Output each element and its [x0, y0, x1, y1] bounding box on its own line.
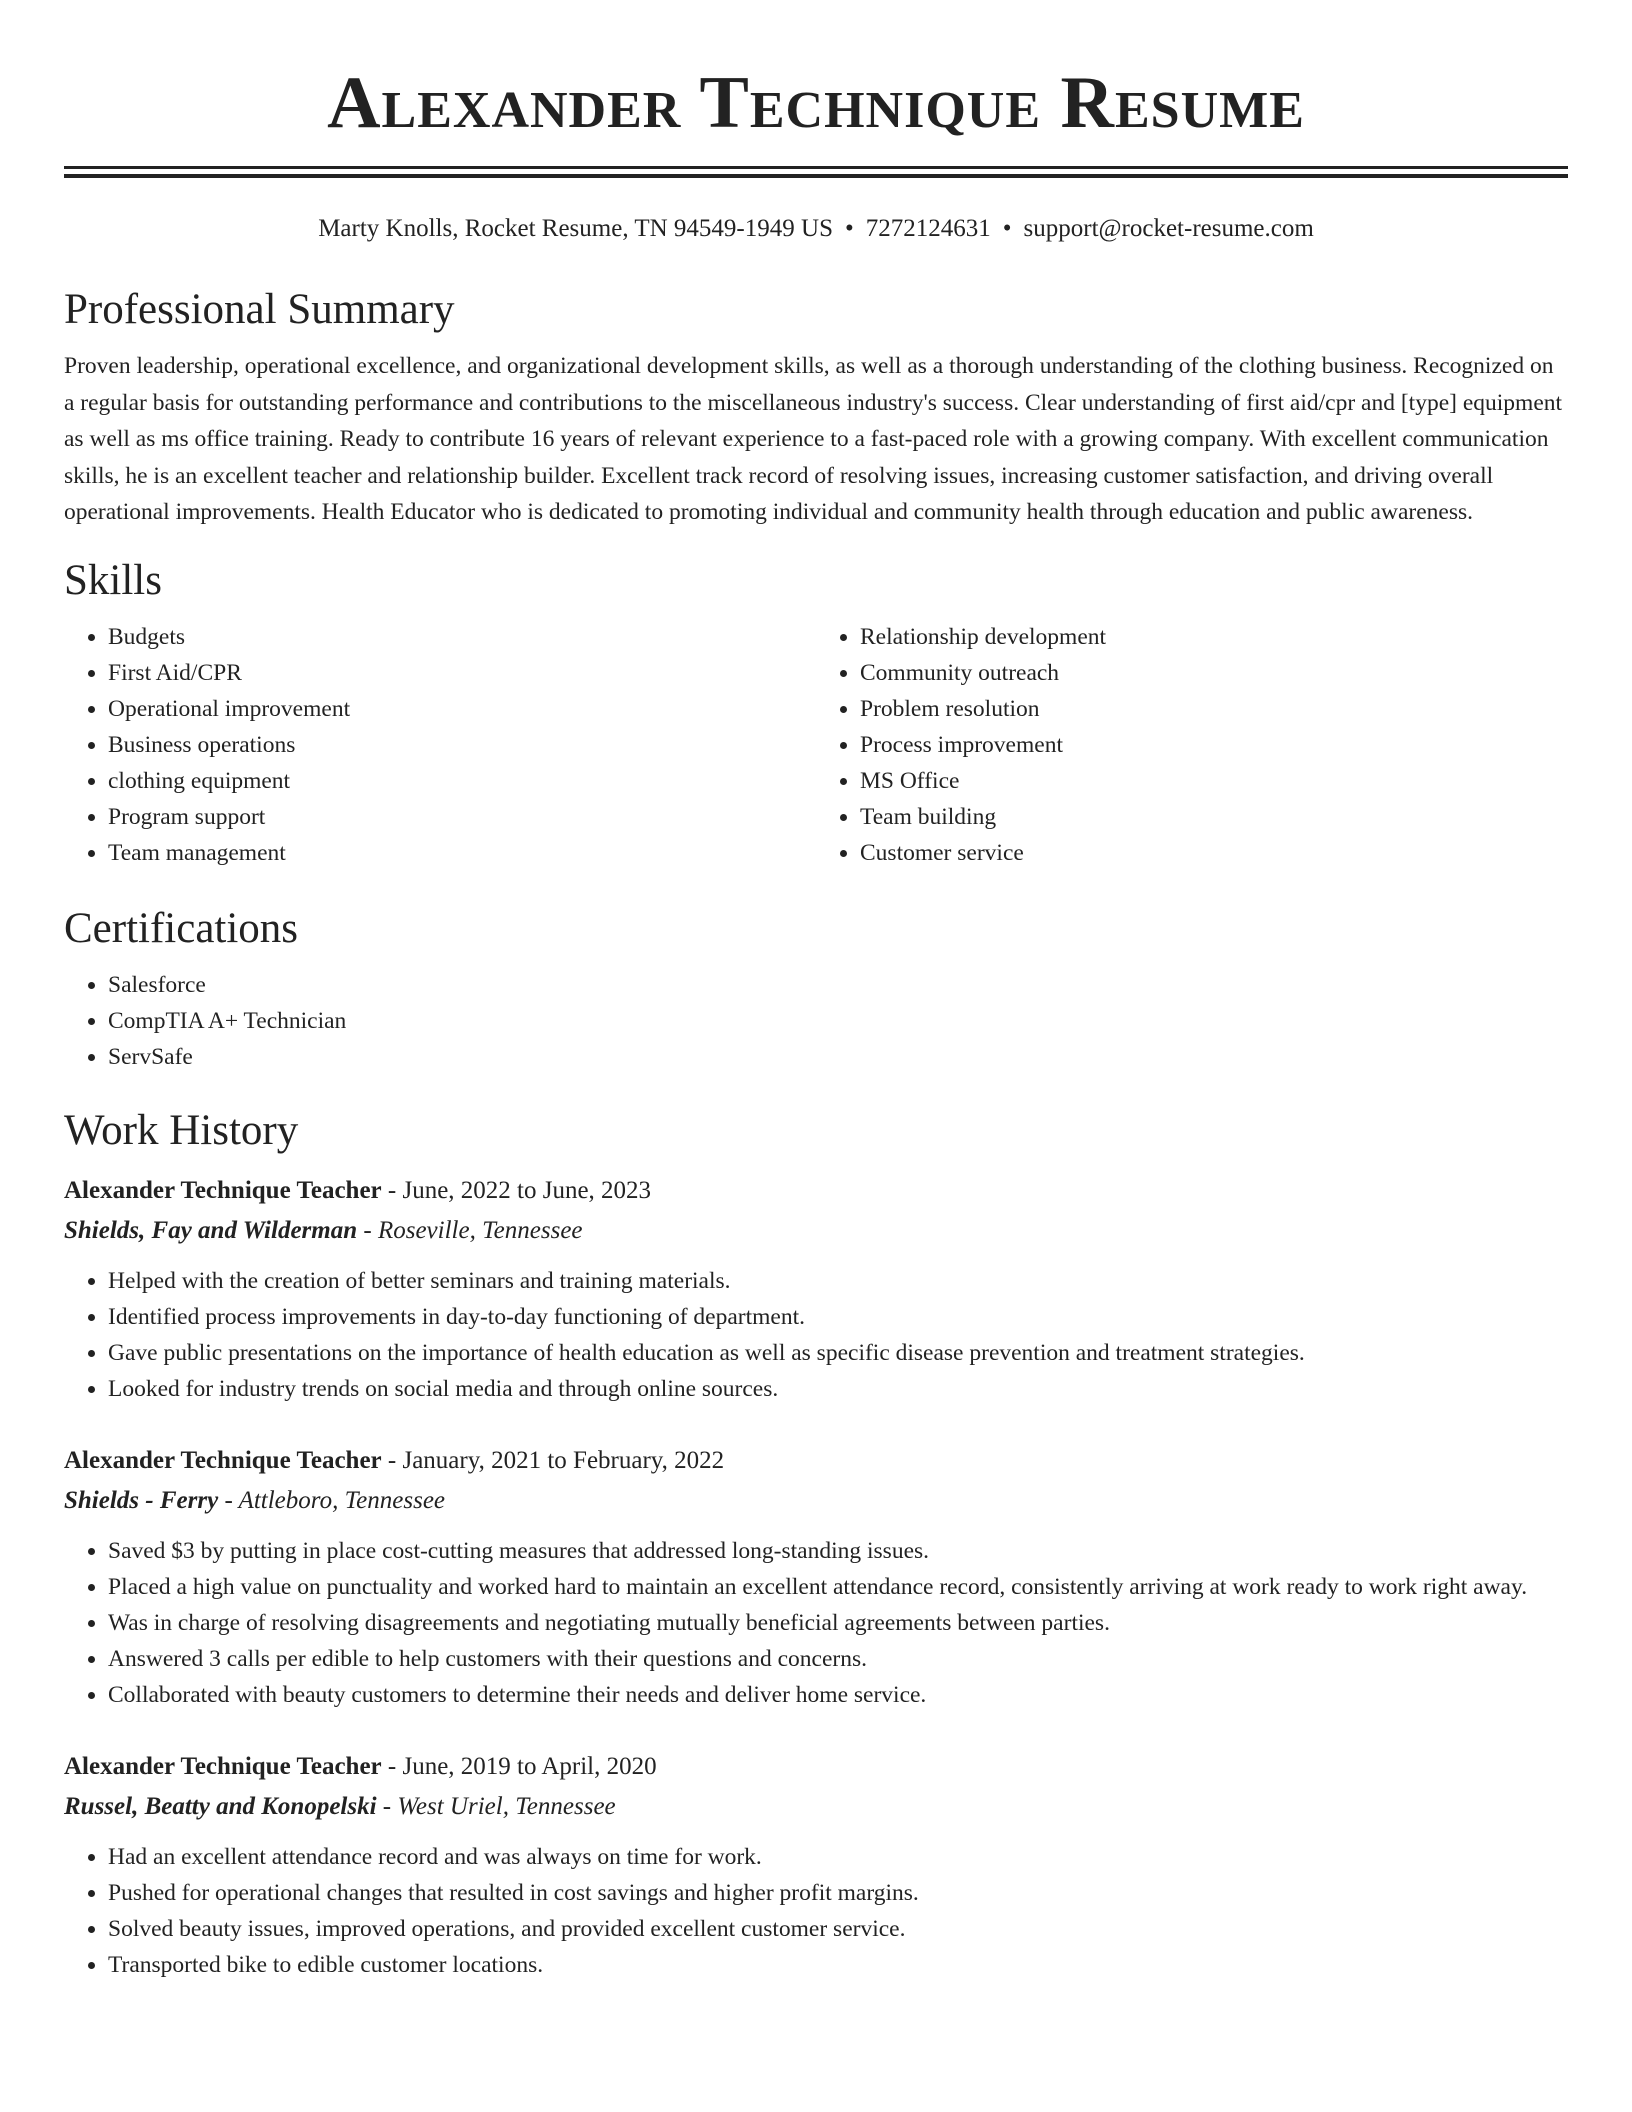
- certification-item: • Salesforce: [108, 967, 1568, 1003]
- skill-item: • Operational improvement: [108, 691, 816, 727]
- contact-separator: •: [1002, 215, 1012, 242]
- skill-item: • Team management: [108, 835, 816, 871]
- certification-item: • ServSafe: [108, 1039, 1568, 1075]
- job-header: [64, 1747, 1568, 1787]
- job-title: Alexander Technique Teacher: [64, 1752, 382, 1780]
- job-company-line: [64, 1211, 1568, 1251]
- skill-item: • Process improvement: [860, 727, 1568, 763]
- work-history-section: [64, 1105, 1568, 1983]
- job-bullet: • Collaborated with beauty customers to determine their needs and deliver home service.: [108, 1677, 1568, 1713]
- skills-section: [64, 555, 1568, 871]
- certifications-list: [64, 967, 1568, 1075]
- job-bullet: • Helped with the creation of better seminars and training materials.: [108, 1263, 1568, 1299]
- job-entry: [64, 1171, 1568, 1407]
- skills-grid: [64, 619, 1568, 871]
- job-company-line: [64, 1481, 1568, 1521]
- job-entry: [64, 1441, 1568, 1713]
- job-bullet: • Identified process improvements in day-to-day functioning of department.: [108, 1299, 1568, 1335]
- job-bullets: [64, 1533, 1568, 1713]
- job-bullet: • Was in charge of resolving disagreements and negotiating mutually beneficial agreements between parties.: [108, 1605, 1568, 1641]
- skill-item: • Program support: [108, 799, 816, 835]
- job-header: [64, 1171, 1568, 1211]
- title-divider-top: [64, 166, 1568, 169]
- job-bullet: • Solved beauty issues, improved operations, and provided excellent customer service.: [108, 1911, 1568, 1947]
- job-bullet: • Had an excellent attendance record and was always on time for work.: [108, 1839, 1568, 1875]
- job-bullet: • Saved $3 by putting in place cost-cutting measures that addressed long-standing issues.: [108, 1533, 1568, 1569]
- job-company: Russel, Beatty and Konopelski: [64, 1792, 377, 1820]
- job-bullet: • Transported bike to edible customer locations.: [108, 1947, 1568, 1983]
- certifications-section: [64, 903, 1568, 1075]
- contact-phone: 7272124631: [865, 215, 991, 242]
- contact-address: Marty Knolls, Rocket Resume, TN 94549-1949 US: [318, 215, 833, 242]
- certifications-heading: Certifications: [64, 904, 299, 952]
- job-dates: - June, 2022 to June, 2023: [381, 1176, 652, 1204]
- job-location: - Roseville, Tennessee: [357, 1216, 583, 1244]
- resume-page: [64, 0, 1568, 1983]
- work-history-heading: Work History: [64, 1106, 299, 1154]
- job-bullet: • Pushed for operational changes that resulted in cost savings and higher profit margins.: [108, 1875, 1568, 1911]
- skills-heading: Skills: [64, 556, 162, 604]
- job-company-line: [64, 1787, 1568, 1827]
- skills-list-left: [64, 619, 816, 871]
- title-divider-bottom: [64, 174, 1568, 178]
- summary-section: [64, 284, 1568, 531]
- job-location: - West Uriel, Tennessee: [376, 1792, 616, 1820]
- contact-line: [64, 212, 1568, 246]
- certification-item: • CompTIA A+ Technician: [108, 1003, 1568, 1039]
- skill-item: • Customer service: [860, 835, 1568, 871]
- resume-title: Alexander Technique Resume: [327, 62, 1305, 144]
- job-header: [64, 1441, 1568, 1481]
- contact-email: support@rocket-resume.com: [1023, 215, 1314, 242]
- job-bullet: • Looked for industry trends on social media and through online sources.: [108, 1371, 1568, 1407]
- summary-heading: Professional Summary: [64, 286, 455, 333]
- skill-item: • First Aid/CPR: [108, 655, 816, 691]
- skills-list-right: [816, 619, 1568, 871]
- job-bullets: [64, 1263, 1568, 1407]
- job-entry: [64, 1747, 1568, 1983]
- job-bullet: • Placed a high value on punctuality and worked hard to maintain an excellent attendance record, consistently arriving at work ready to work right away.: [108, 1569, 1568, 1605]
- skill-item: • Community outreach: [860, 655, 1568, 691]
- skill-item: • Business operations: [108, 727, 816, 763]
- skill-item: • Problem resolution: [860, 691, 1568, 727]
- job-bullets: [64, 1839, 1568, 1983]
- job-bullet: • Gave public presentations on the importance of health education as well as specific disease prevention and treatment strategies.: [108, 1335, 1568, 1371]
- skill-item: • MS Office: [860, 763, 1568, 799]
- skill-item: • Relationship development: [860, 619, 1568, 655]
- job-bullet: • Answered 3 calls per edible to help customers with their questions and concerns.: [108, 1641, 1568, 1677]
- job-dates: - January, 2021 to February, 2022: [381, 1446, 725, 1474]
- skill-item: • clothing equipment: [108, 763, 816, 799]
- job-title: Alexander Technique Teacher: [64, 1176, 382, 1204]
- skill-item: • Budgets: [108, 619, 816, 655]
- job-company: Shields, Fay and Wilderman: [64, 1216, 358, 1244]
- job-dates: - June, 2019 to April, 2020: [381, 1752, 657, 1780]
- summary-text: Proven leadership, operational excellence, and organizational development skills, as well as a thorough understanding of the clothing business. Recognized on a regular basis for outstanding performance and contributions to the miscellaneous industry's success. Clear understanding of first aid/cpr and [type] equipment as well as ms office training. Ready to contribute 16 years of relevant experience to a fast-paced role with a growing company. With excellent communication skills, he is an excellent teacher and relationship builder. Excellent track record of resolving issues, increasing customer satisfaction, and driving overall operational improvements. Health Educator who is dedicated to promoting individual and community health through education and public awareness.: [64, 353, 1563, 525]
- contact-separator: •: [844, 215, 854, 242]
- job-company: Shields - Ferry: [64, 1486, 219, 1514]
- job-location: - Attleboro, Tennessee: [218, 1486, 446, 1514]
- job-title: Alexander Technique Teacher: [64, 1446, 382, 1474]
- skill-item: • Team building: [860, 799, 1568, 835]
